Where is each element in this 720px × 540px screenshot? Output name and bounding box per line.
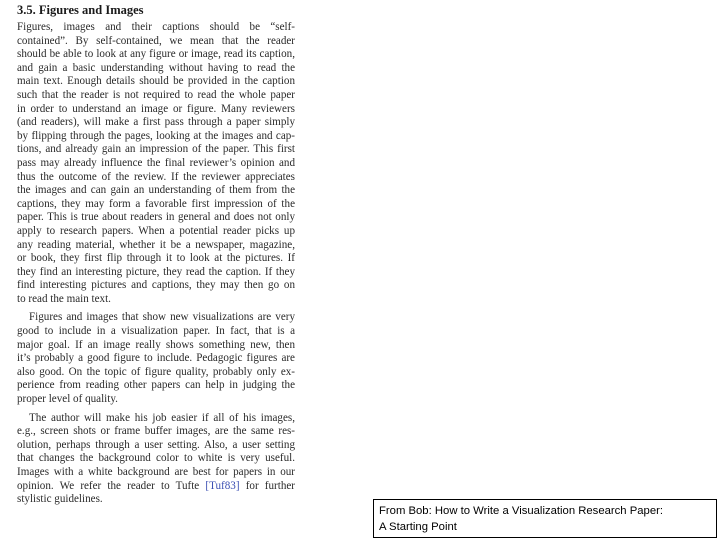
text-line: opinion. We refer the reader to Tufte [Tuf83] for further [17, 479, 295, 492]
text-line: also good. On the topic of figure quality, probably only ex- [17, 365, 295, 378]
text-line: any reading material, whether it be a newspaper, magazine, [17, 238, 295, 251]
text-line: olution, perhaps through a user setting. Also, a user setting [17, 438, 295, 451]
text-line: perience from reading other papers can help in judging the [17, 379, 295, 392]
text-line: major goal. If an image really shows something new, then [17, 338, 295, 351]
text-line: good to include in a visualization paper. In fact, that is a [17, 325, 295, 338]
paragraph-2 [17, 311, 295, 406]
paragraph-1 [17, 21, 295, 306]
text-line: apply to research papers. When a potential reader picks up [17, 224, 295, 237]
citation-line-1: From Bob: How to Write a Visualization Research Paper: [379, 505, 664, 517]
text-line: Images with a white background are best for papers in our [17, 466, 295, 478]
text-line: proper level of quality. [17, 393, 118, 406]
text-line: (and readers), will make a first pass through a paper simply [17, 116, 295, 129]
source-citation-box [373, 499, 717, 538]
text-line: Figures, images and their captions should be “self- [17, 21, 295, 33]
text-line: to read the main text. [17, 292, 111, 305]
section-heading: 3.5. Figures and Images [17, 3, 144, 17]
text-line: such that the reader is not required to read the whole paper [17, 88, 295, 101]
text-line: that changes the background color to white is very useful. [17, 452, 295, 465]
text-line: should be able to look at any figure or image, read its caption, [17, 48, 295, 61]
text-line: thus the outcome of the review. If the reviewer appreciates [17, 170, 295, 183]
text-line: and gain a basic understanding without having to read the [17, 61, 295, 74]
text-line: The author will make his job easier if all of his images, [29, 411, 295, 424]
text-line: by flipping through the pages, looking at the images and cap- [17, 129, 295, 142]
text-line: pass may already influence the final reviewer’s opinion and [17, 156, 295, 169]
text-line: find interesting pictures and captions, they may then go on [17, 279, 295, 292]
text-line: contained”. By self-contained, we mean that the reader [17, 34, 295, 47]
text-line: the images and can gain an understanding of them from the [17, 184, 295, 197]
text-line: e.g., screen shots or frame buffer images, are the same res- [17, 425, 295, 438]
text-line: or book, they first flip through it to look at the pictures. If [17, 252, 295, 265]
text-line: they find an interesting picture, they read the caption. If they [17, 265, 295, 278]
citation-reference-link[interactable]: [Tuf83] [205, 479, 240, 492]
text-line: paper. This is true about readers in general and does not only [17, 211, 295, 224]
citation-line-2: A Starting Point [379, 521, 457, 533]
text-line: in order to understand an image or figure. Many reviewers [17, 102, 295, 115]
body-text-column [17, 21, 295, 507]
text-line: captions, they may form a favorable first impression of the [17, 197, 295, 210]
text-line: it’s probably a good figure to include. Pedagogic figures are [17, 352, 295, 365]
paragraph-3 [17, 412, 295, 507]
text-line: main text. Enough details should be provided in the caption [17, 75, 295, 88]
text-line: Figures and images that show new visualizations are very [29, 311, 295, 324]
text-line: tions, and already gain an impression of the paper. This first [17, 143, 295, 156]
text-line: stylistic guidelines. [17, 493, 103, 506]
